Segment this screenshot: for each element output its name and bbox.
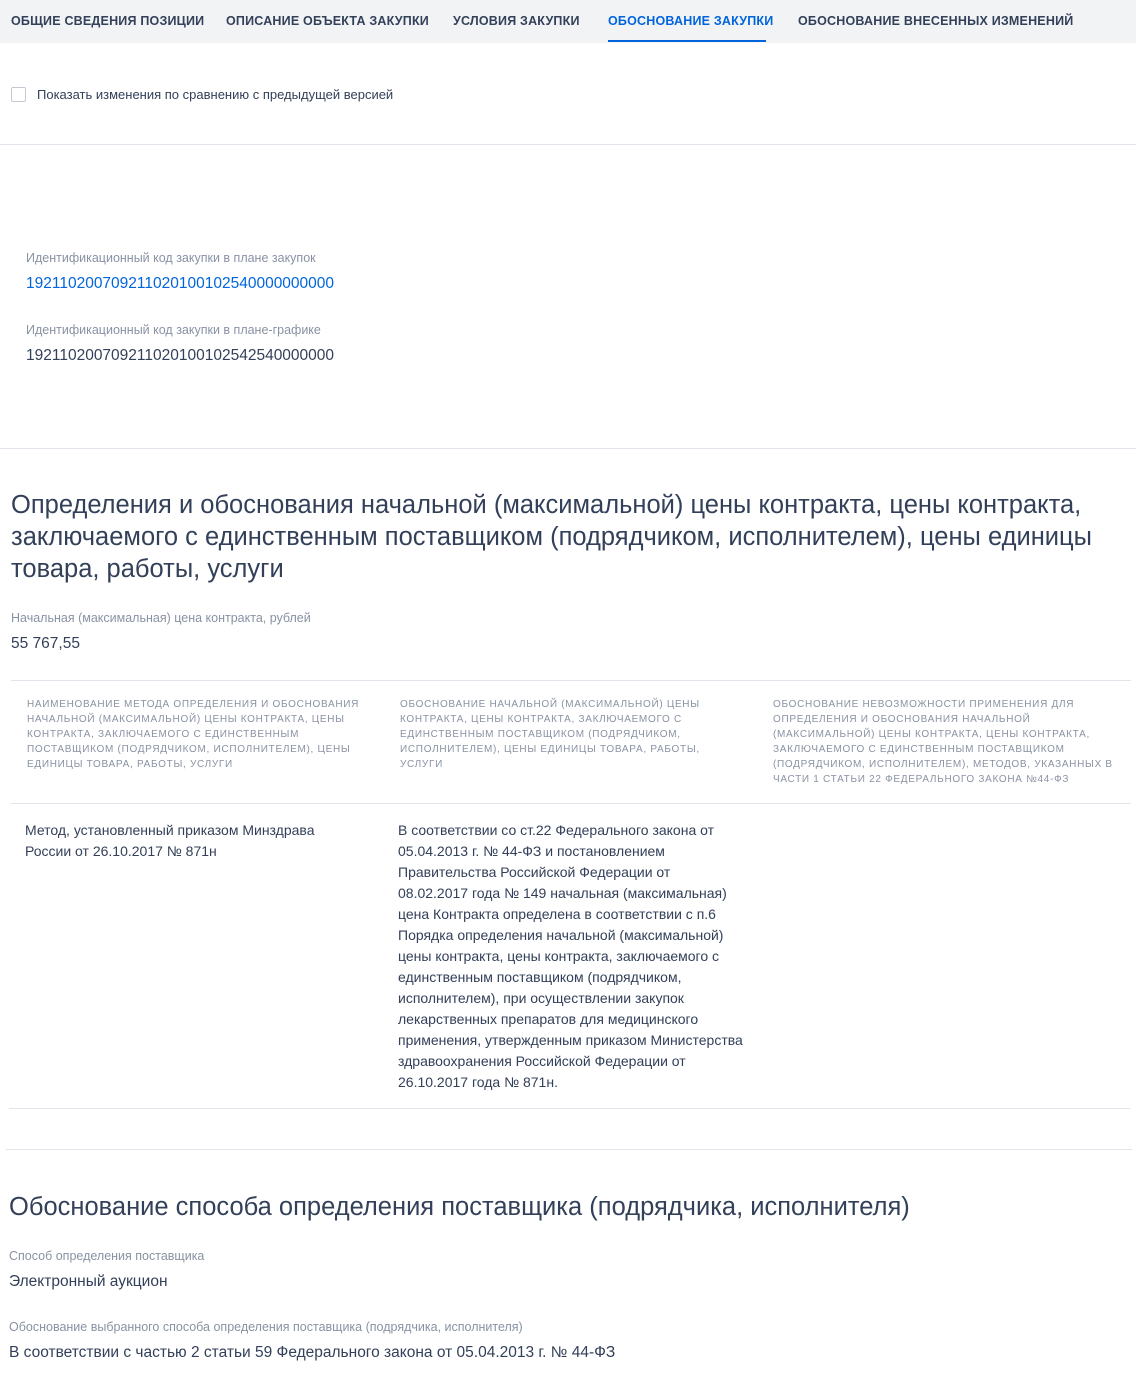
tab-purchase-justification[interactable]: ОБОСНОВАНИЕ ЗАКУПКИ xyxy=(608,14,774,28)
table-header-justification: ОБОСНОВАНИЕ НАЧАЛЬНОЙ (МАКСИМАЛЬНОЙ) ЦЕНЫ КОНТРАКТА, ЦЕНЫ КОНТРАКТА, ЗАКЛЮЧАЕМОГО С ЕДИНСТВЕННЫМ ПОСТАВЩИКОМ (ПОДРЯДЧИКОМ, ИСПОЛНИТЕЛЕМ), ЦЕНЫ ЕДИНИЦЫ ТОВАРА, РАБОТЫ, УСЛУГИ xyxy=(400,699,700,770)
method-label: Способ определения поставщика xyxy=(9,1249,205,1263)
nmck-value: 55 767,55 xyxy=(11,635,80,652)
plan-code-link[interactable]: 192110200709211020100102540000000000 xyxy=(26,275,335,292)
table-cell-method: Метод, установленный приказом Минздрава России от 26.10.2017 № 871н xyxy=(25,822,315,859)
active-tab-indicator xyxy=(608,40,766,42)
table-top-border xyxy=(11,680,1131,681)
reason-label: Обоснование выбранного способа определения поставщика (подрядчика, исполнителя) xyxy=(9,1320,523,1334)
table-header-method: НАИМЕНОВАНИЕ МЕТОДА ОПРЕДЕЛЕНИЯ И ОБОСНОВАНИЯ НАЧАЛЬНОЙ (МАКСИМАЛЬНОЙ) ЦЕНЫ КОНТРАКТА, ЦЕНЫ КОНТРАКТА, ЗАКЛЮЧАЕМОГО С ЕДИНСТВЕННЫМ ПОСТАВЩИКОМ (ПОДРЯДЧИКОМ, ИСПОЛНИТЕЛЕМ), ЦЕНЫ ЕДИНИЦЫ ТОВАРА, РАБОТЫ, УСЛУГИ xyxy=(27,699,360,770)
divider xyxy=(0,448,1136,449)
price-section-title: Определения и обоснования начальной (максимальной) цены контракта, цены контракта, заключаемого с единственным поставщиком (подрядчиком, исполнителем), цены единицы товара, работы, услуги xyxy=(11,491,1092,583)
reason-value: В соответствии с частью 2 статьи 59 Федерального закона от 05.04.2013 г. № 44-ФЗ xyxy=(9,1344,616,1361)
tab-changes-justification[interactable]: ОБОСНОВАНИЕ ВНЕСЕННЫХ ИЗМЕНЕНИЙ xyxy=(798,14,1074,28)
compare-label: Показать изменения по сравнению с предыдущей версией xyxy=(37,86,394,102)
table-bottom-border xyxy=(9,1108,1130,1109)
tab-bar xyxy=(0,0,1136,43)
plan-code-label: Идентификационный код закупки в плане закупок xyxy=(26,251,316,265)
schedule-code-value: 192110200709211020100102542540000000 xyxy=(26,347,335,364)
method-section-title: Обоснование способа определения поставщика (подрядчика, исполнителя) xyxy=(9,1193,910,1221)
table-header-border xyxy=(11,803,1131,804)
divider xyxy=(0,144,1136,145)
nmck-label: Начальная (максимальная) цена контракта, рублей xyxy=(11,611,311,625)
schedule-code-label: Идентификационный код закупки в плане-графике xyxy=(26,323,321,337)
compare-checkbox[interactable] xyxy=(11,87,26,102)
table-cell-justification: В соответствии со ст.22 Федерального закона от 05.04.2013 г. № 44-ФЗ и постановлением Правительства Российской Федерации от 08.02.2017 года № 149 начальная (максимальная) цена Контракта определена в соответствии с п.6 Порядка определения начальной (максимальной) цены контракта, цены контракта, заключаемого с единственным поставщиком (подрядчиком, исполнителем), при осуществлении закупок лекарственных препаратов для медицинского применения, утвержденным приказом Министерства здравоохранения Российской Федерации от 26.10.2017 года № 871н. xyxy=(398,822,743,1090)
method-value: Электронный аукцион xyxy=(9,1273,168,1290)
tab-object-description[interactable]: ОПИСАНИЕ ОБЪЕКТА ЗАКУПКИ xyxy=(226,14,429,28)
compare-toggle[interactable] xyxy=(11,85,393,103)
divider xyxy=(6,1149,1132,1150)
table-header-impossibility: ОБОСНОВАНИЕ НЕВОЗМОЖНОСТИ ПРИМЕНЕНИЯ ДЛЯ ОПРЕДЕЛЕНИЯ И ОБОСНОВАНИЯ НАЧАЛЬНОЙ (МАКСИМАЛЬНОЙ) ЦЕНЫ КОНТРАКТА, ЦЕНЫ КОНТРАКТА, ЗАКЛЮЧАЕМОГО С ЕДИНСТВЕННЫМ ПОСТАВЩИКОМ (ПОДРЯДЧИКОМ, ИСПОЛНИТЕЛЕМ), МЕТОДОВ, УКАЗАННЫХ В ЧАСТИ 1 СТАТЬИ 22 ФЕДЕРАЛЬНОГО ЗАКОНА №44-ФЗ xyxy=(773,699,1113,785)
tab-purchase-conditions[interactable]: УСЛОВИЯ ЗАКУПКИ xyxy=(453,14,580,28)
tab-general-info[interactable]: ОБЩИЕ СВЕДЕНИЯ ПОЗИЦИИ xyxy=(11,14,205,28)
